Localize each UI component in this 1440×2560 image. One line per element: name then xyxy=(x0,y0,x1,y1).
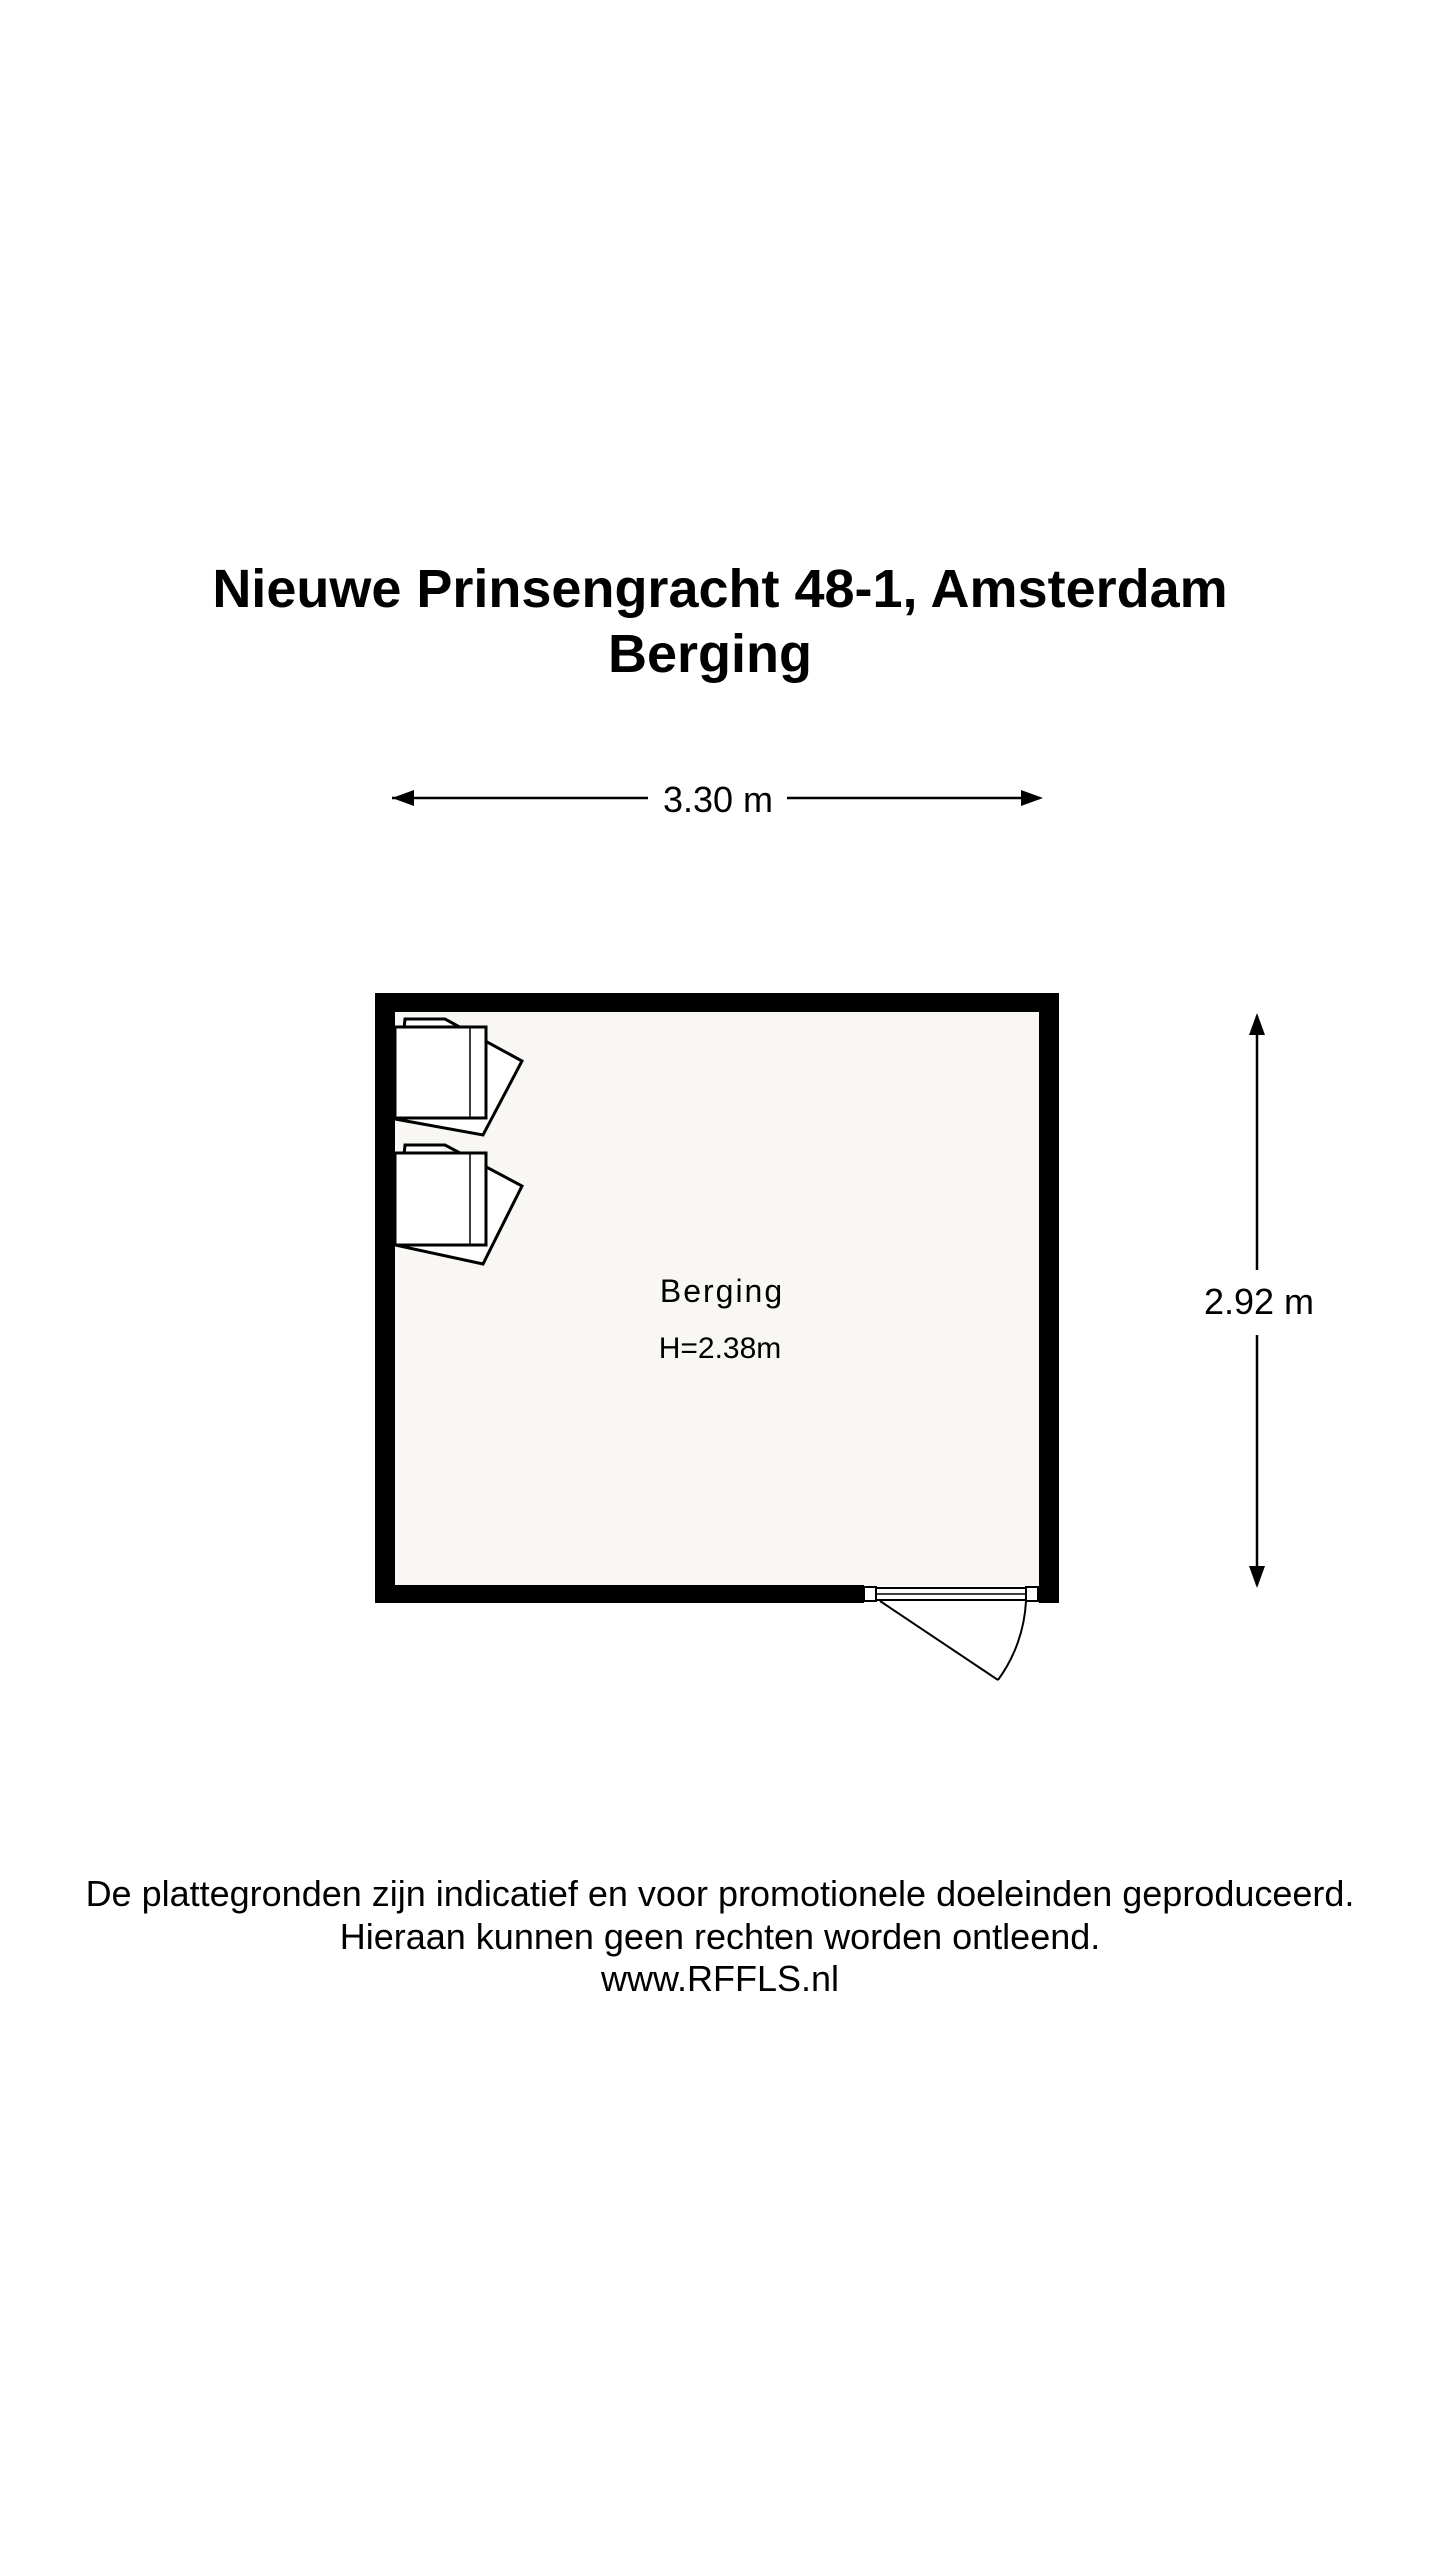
floor-title: Berging xyxy=(607,624,812,684)
website-link[interactable]: www.RFFLS.nl xyxy=(600,1958,840,1999)
arrow-down-icon xyxy=(1249,1566,1265,1588)
room-height: H=2.38m xyxy=(658,1332,782,1365)
arrow-right-icon xyxy=(1021,790,1043,806)
room-name: Berging xyxy=(659,1273,785,1309)
width-label: 3.30 m xyxy=(662,779,774,820)
disclaimer-line-1: De plattegronden zijn indicatief en voor promotionele doeleinden geproduceerd. xyxy=(85,1873,1355,1914)
door-leaf xyxy=(880,1601,998,1680)
disclaimer-line-2: Hieraan kunnen geen rechten worden ontleend. xyxy=(339,1916,1101,1957)
door-swing-arc xyxy=(998,1601,1026,1680)
width-dimension xyxy=(392,779,1043,820)
arrow-left-icon xyxy=(392,790,414,806)
depth-dimension xyxy=(1204,1013,1314,1588)
arrow-up-icon xyxy=(1249,1013,1265,1035)
depth-label: 2.92 m xyxy=(1203,1281,1315,1322)
door xyxy=(864,1587,1038,1680)
page-title: Nieuwe Prinsengracht 48-1, Amsterdam xyxy=(212,559,1228,619)
